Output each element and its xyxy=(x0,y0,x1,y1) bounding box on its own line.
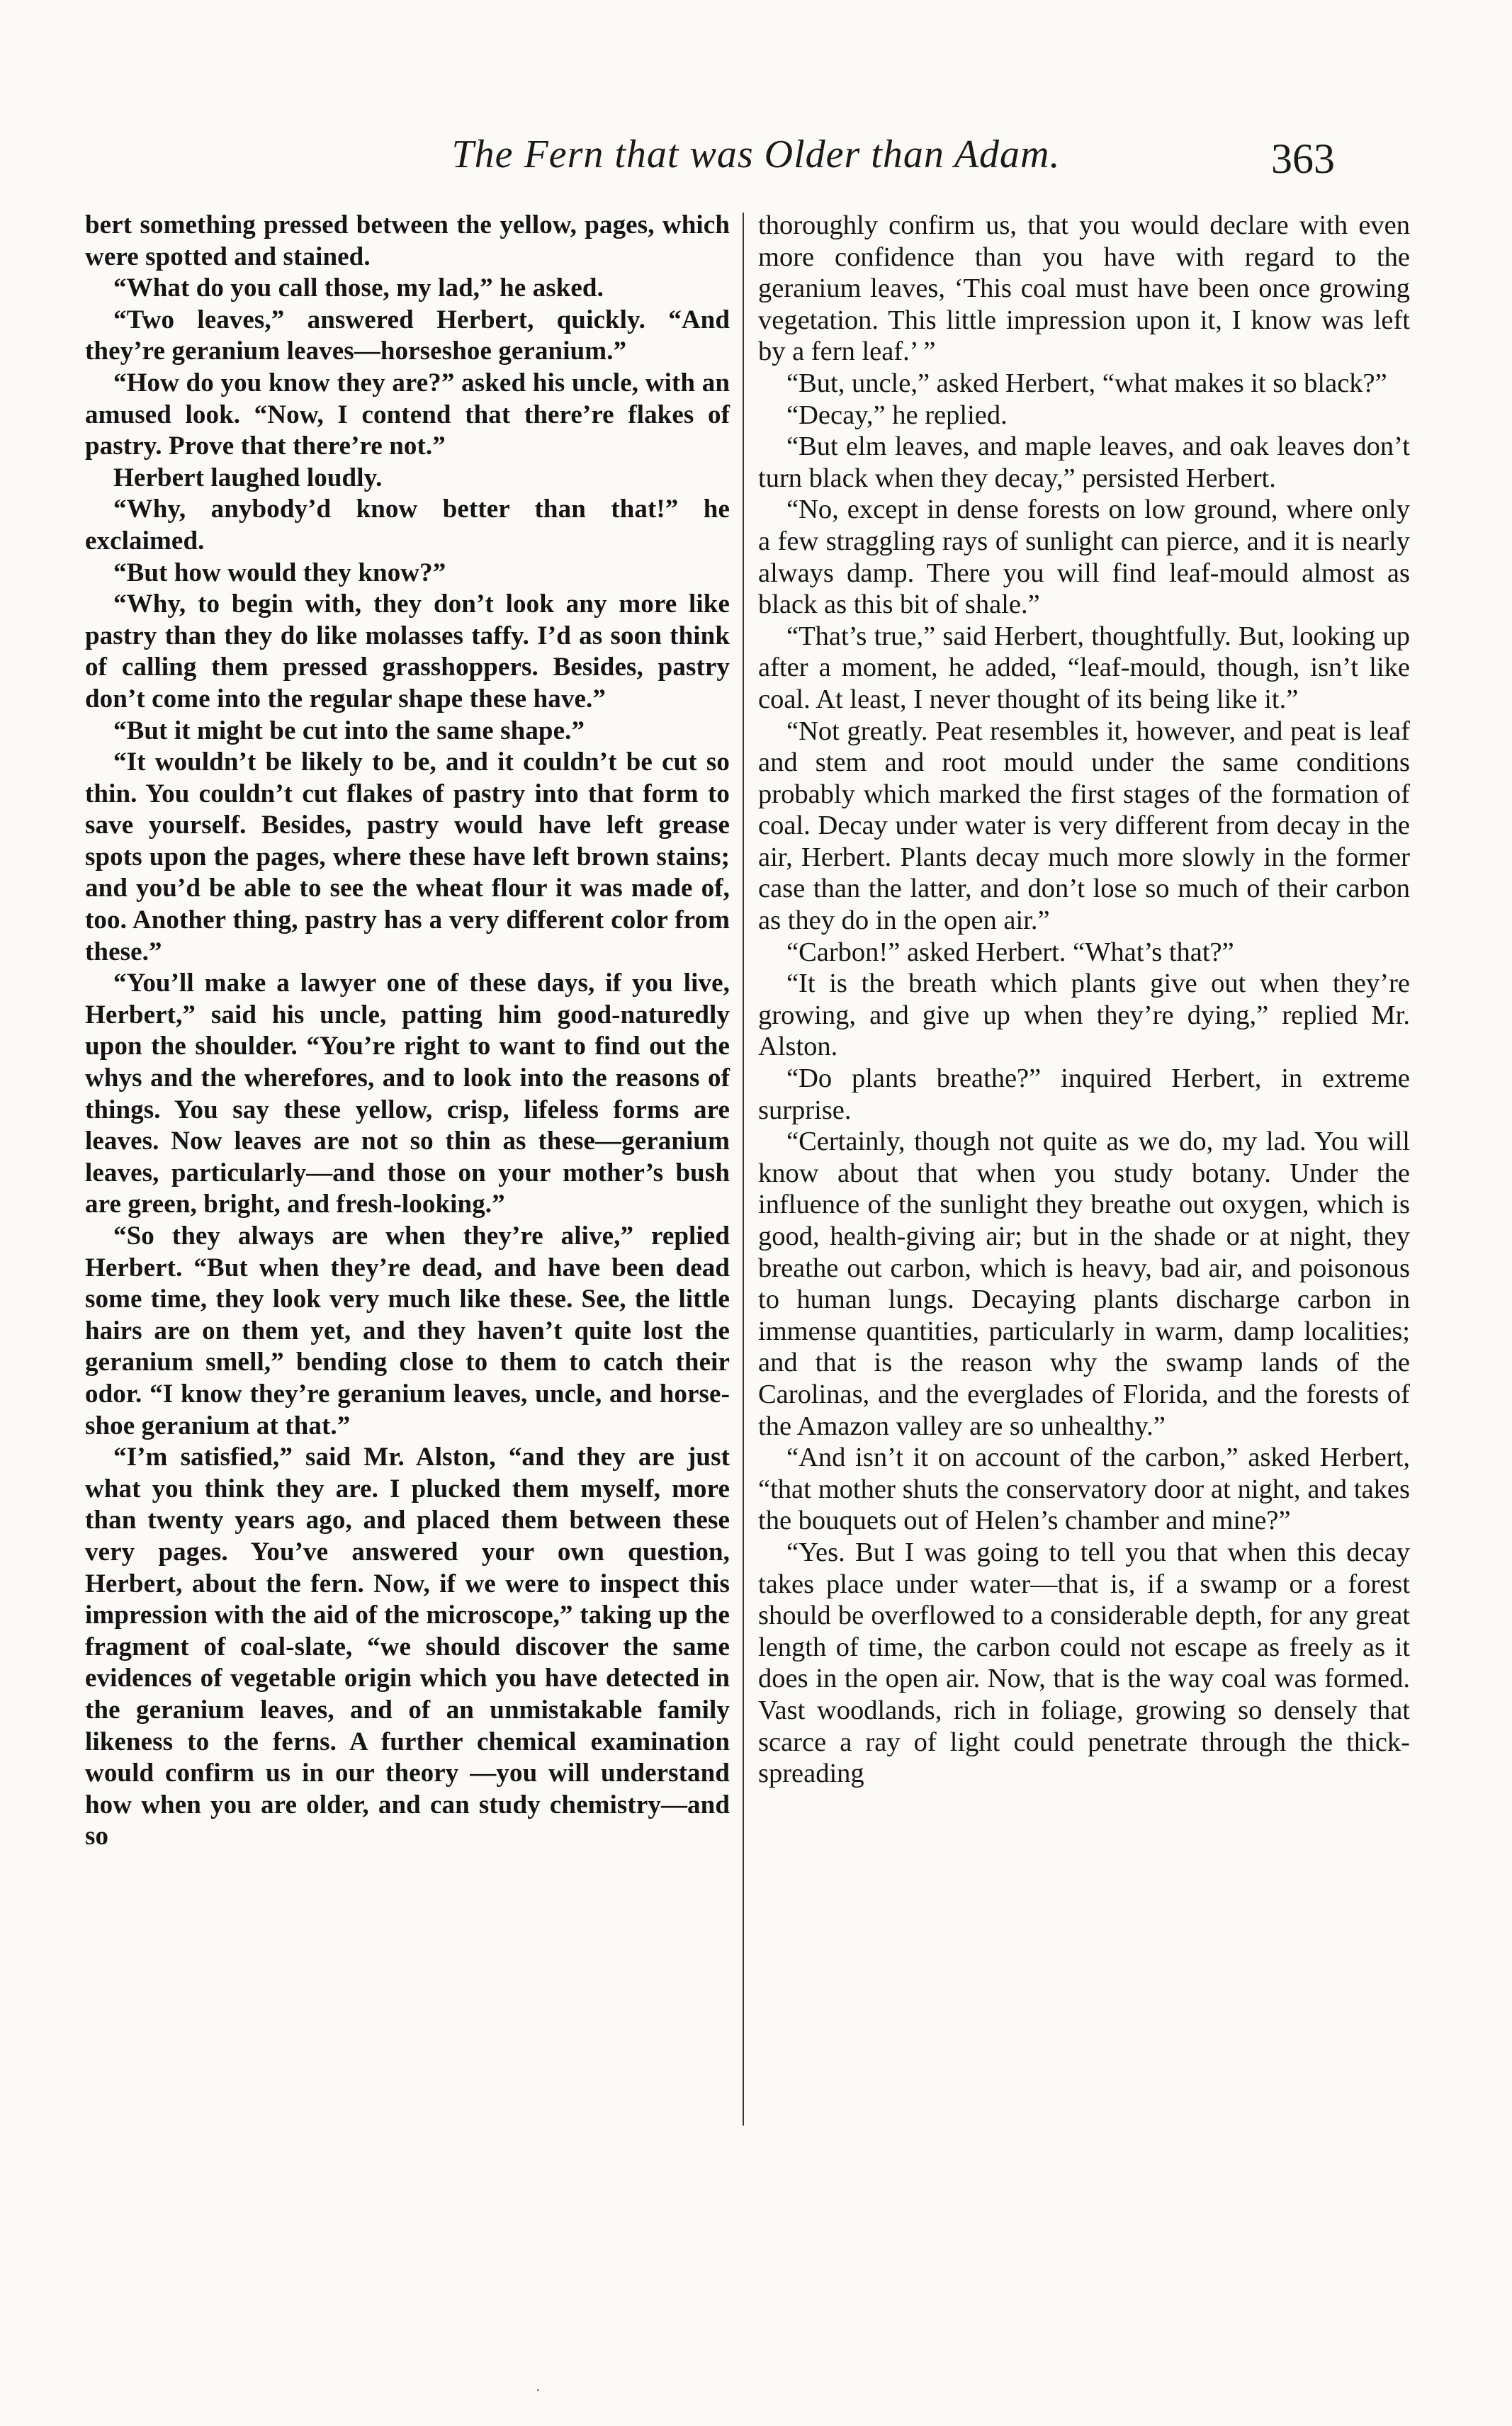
paragraph: “So they always are when they’re alive,” replied Herbert. “But when they’re dead, and have been dead some time, they look very much like these. See, the little hairs are on them yet, and they haven’t quite lost the geranium smell,” bending close to them to catch their odor. “I know they’re geranium leaves, uncle, and horse-shoe geranium at that.” xyxy=(85,1222,730,1440)
paragraph: “What do you call those, my lad,” he asked. xyxy=(113,273,604,303)
paragraph: “Not greatly. Peat resembles it, however, and peat is leaf and stem and root mould under the same conditions probably which marked the first stages of the formation of coal. Decay under water is very different from decay in the air, Herbert. Plants decay much more slowly in the former case than the latter, and don’t lose so much of their carbon as they do in the open air.” xyxy=(758,716,1410,936)
paragraph: “But how would they know?” xyxy=(113,558,446,587)
paragraph: thoroughly confirm us, that you would declare with even more confidence than you have with regard to the geranium leaves, ‘This coal must have been once growing vegetation. This little impression upon it, I know was left by a fern leaf.’ ” xyxy=(758,210,1410,367)
paragraph: “Why, anybody’d know better than that!” he exclaimed. xyxy=(85,495,730,555)
paragraph: “And isn’t it on account of the carbon,” asked Herbert, “that mother shuts the conservatory door at night, and takes the bouquets out of Helen’s chamber and mine?” xyxy=(758,1443,1410,1536)
right-text-column xyxy=(758,210,1410,1790)
paragraph: “But elm leaves, and maple leaves, and oak leaves don’t turn black when they decay,” persisted Herbert. xyxy=(758,431,1410,493)
paragraph: “But it might be cut into the same shape.” xyxy=(113,716,585,745)
column-divider xyxy=(743,213,744,2126)
paragraph: “It is the breath which plants give out when they’re growing, and give up when they’re dying,” replied Mr. Alston. xyxy=(758,969,1410,1062)
paragraph: “Decay,” he replied. xyxy=(786,400,1008,430)
paragraph: “I’m satisfied,” said Mr. Alston, “and they are just what you think they are. I plucked them myself, more than twenty years ago, and placed them between these very pages. You’ve answered your own question, Herbert, about the fern. Now, if we were to inspect this impression with the aid of the microscope,” taking up the fragment of coal-slate, “we should discover the same evidences of vegetable origin which you have detected in the geranium leaves, and of an unmistakable family likeness to the ferns. A further chemical examination would confirm us in our theory —you will understand how when you are older, and can study chemistry—and so xyxy=(85,1443,730,1851)
paragraph: “Yes. But I was going to tell you that when this decay takes place under water—that is, if a swamp or a forest should be overflowed to a considerable depth, for any great length of time, the carbon could not escape as freely as it does in the open air. Now, that is the way coal was formed. Vast woodlands, rich in foliage, growing so densely that scarce a ray of light could penetrate through the thick-spreading xyxy=(758,1537,1410,1789)
paragraph: “Two leaves,” answered Herbert, quickly. “And they’re geranium leaves—horseshoe geranium.” xyxy=(85,305,730,366)
paragraph: “Certainly, though not quite as we do, my lad. You will know about that when you study botany. Under the influence of the sunlight they breathe out oxygen, which is good, health-giving air; but in the shade or at night, they breathe out carbon, which is heavy, bad air, and poisonous to human lungs. Decaying plants discharge carbon in immense quantities, particularly in warm, damp localities; and that is the reason why the swamp lands of the Carolinas, and the everglades of Florida, and the forests of the Amazon valley are so unhealthy.” xyxy=(758,1127,1410,1441)
running-header xyxy=(85,125,1427,181)
paragraph: Herbert laughed loudly. xyxy=(113,463,383,492)
paragraph: “You’ll make a lawyer one of these days, if you live, Herbert,” said his uncle, patting him good-naturedly upon the shoulder. “You’re right to want to find out the whys and the wherefores, and to look into the reasons of things. You say these yellow, crisp, lifeless forms are leaves. Now leaves are not so thin as these—geranium leaves, particularly—and those on your mother’s bush are green, bright, and fresh-looking.” xyxy=(85,969,730,1219)
paragraph: bert something pressed between the yellow, pages, which were spotted and stained. xyxy=(85,210,730,271)
left-text-column xyxy=(85,210,730,1853)
paragraph: “It wouldn’t be likely to be, and it couldn’t be cut so thin. You couldn’t cut flakes of pastry into that form to save yourself. Besides, pastry would have left grease spots upon the pages, where these have left brown stains; and you’d be able to see the wheat flour it was made of, too. Another thing, pastry has a very different color from these.” xyxy=(85,747,730,966)
page-number: 363 xyxy=(1271,135,1335,182)
paragraph: “How do you know they are?” asked his uncle, with an amused look. “Now, I contend that there’re flakes of pastry. Prove that there’re not.” xyxy=(85,368,730,461)
page-speck xyxy=(537,2389,539,2391)
paragraph: “But, uncle,” asked Herbert, “what makes it so black?” xyxy=(786,368,1387,398)
paragraph: “Carbon!” asked Herbert. “What’s that?” xyxy=(786,937,1234,967)
paragraph: “No, except in dense forests on low ground, where only a few straggling rays of sunlight can pierce, and it is nearly always damp. There you will find leaf-mould almost as black as this bit of shale.” xyxy=(758,495,1410,620)
paragraph: “That’s true,” said Herbert, thoughtfully. But, looking up after a moment, he added, “leaf-mould, though, isn’t like coal. At least, I never thought of its being like it.” xyxy=(758,621,1410,714)
running-title: The Fern that was Older than Adam. xyxy=(451,132,1061,176)
paragraph: “Do plants breathe?” inquired Herbert, in extreme surprise. xyxy=(758,1064,1410,1125)
paragraph: “Why, to begin with, they don’t look any more like pastry than they do like molasses taffy. I’d as soon think of calling them pressed grasshoppers. Besides, pastry don’t come into the regular shape these have.” xyxy=(85,589,730,713)
